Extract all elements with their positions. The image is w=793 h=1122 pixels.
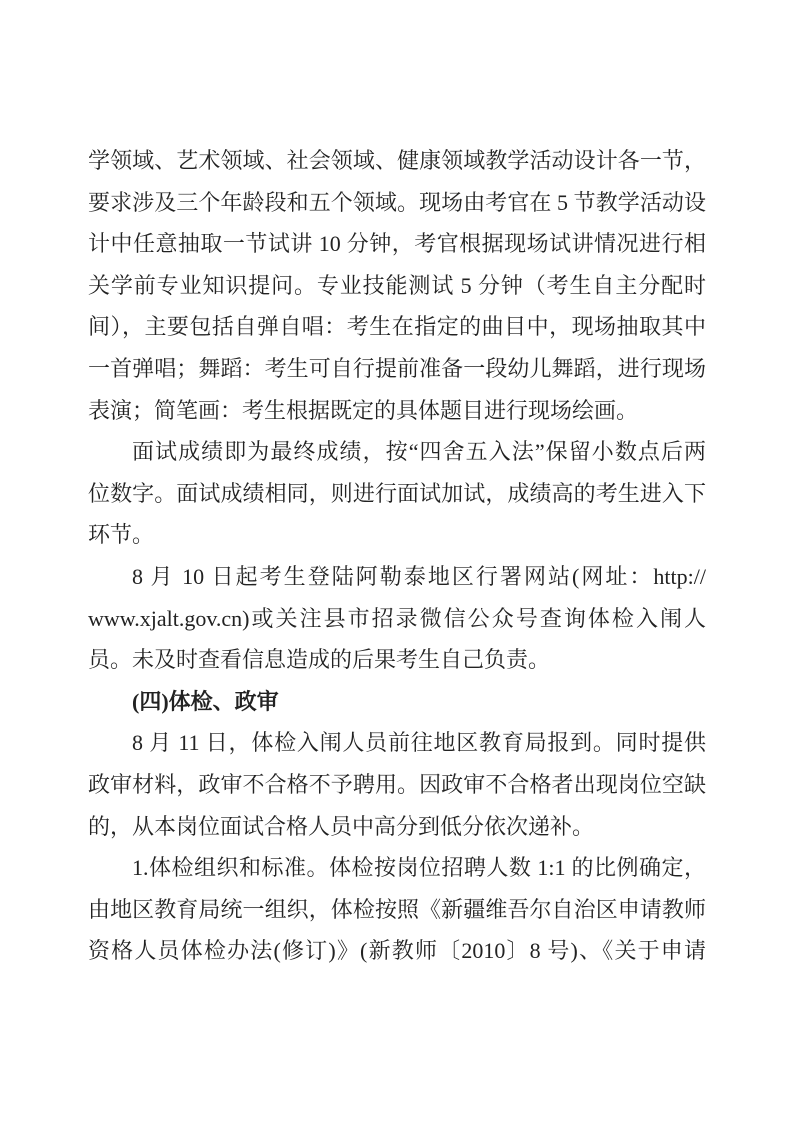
- text-line: 要求涉及三个年龄段和五个领域。现场由考官在 5 节教学活动设: [88, 189, 706, 215]
- paragraph-checkin: [88, 722, 706, 847]
- document-text-block: [88, 140, 706, 972]
- text-line: 一首弹唱；舞蹈：考生可自行提前准备一段幼儿舞蹈，进行现场: [88, 355, 706, 381]
- paragraph-continuation: [88, 140, 706, 431]
- paragraph-physical-exam: [88, 847, 706, 972]
- text-line: 由地区教育局统一组织，体检按照《新疆维吾尔自治区申请教师: [88, 896, 706, 922]
- text-line: 8 月 11 日，体检入闱人员前往地区教育局报到。同时提供: [132, 730, 706, 756]
- text-line: 面试成绩即为最终成绩，按“四舍五入法”保留小数点后两: [132, 439, 706, 465]
- text-line: 8 月 10 日起考生登陆阿勒泰地区行署网站(网址：http://: [132, 563, 706, 589]
- section-heading-text: (四)体检、政审: [132, 688, 279, 714]
- text-line: 的，从本岗位面试合格人员中高分到低分依次递补。: [88, 813, 595, 839]
- text-line: 表演；简笔画：考生根据既定的具体题目进行现场绘画。: [88, 397, 639, 423]
- text-line: 1.体检组织和标准。体检按岗位招聘人数 1:1 的比例确定，: [132, 855, 706, 881]
- text-line: 学领域、艺术领域、社会领域、健康领域教学活动设计各一节，: [88, 148, 706, 173]
- text-line: 关学前专业知识提问。专业技能测试 5 分钟（考生自主分配时: [88, 272, 706, 298]
- section-heading: [88, 681, 706, 723]
- text-line: 间），主要包括自弹自唱：考生在指定的曲目中，现场抽取其中: [88, 314, 706, 340]
- text-line: 政审材料，政审不合格不予聘用。因政审不合格者出现岗位空缺: [88, 771, 706, 797]
- paragraph-interview-score: [88, 431, 706, 556]
- text-line: 员。未及时查看信息造成的后果考生自己负责。: [88, 647, 551, 673]
- paragraph-website-notice: [88, 556, 706, 681]
- text-line: 环节。: [88, 522, 155, 548]
- text-line: 计中任意抽取一节试讲 10 分钟，考官根据现场试讲情况进行相: [88, 231, 706, 257]
- text-line: 位数字。面试成绩相同，则进行面试加试，成绩高的考生进入下: [88, 480, 706, 506]
- text-line: www.xjalt.gov.cn)或关注县市招录微信公众号查询体检入闱人: [88, 605, 706, 631]
- text-line: 资格人员体检办法(修订)》(新教师〔2010〕8 号)、《关于申请: [88, 938, 706, 964]
